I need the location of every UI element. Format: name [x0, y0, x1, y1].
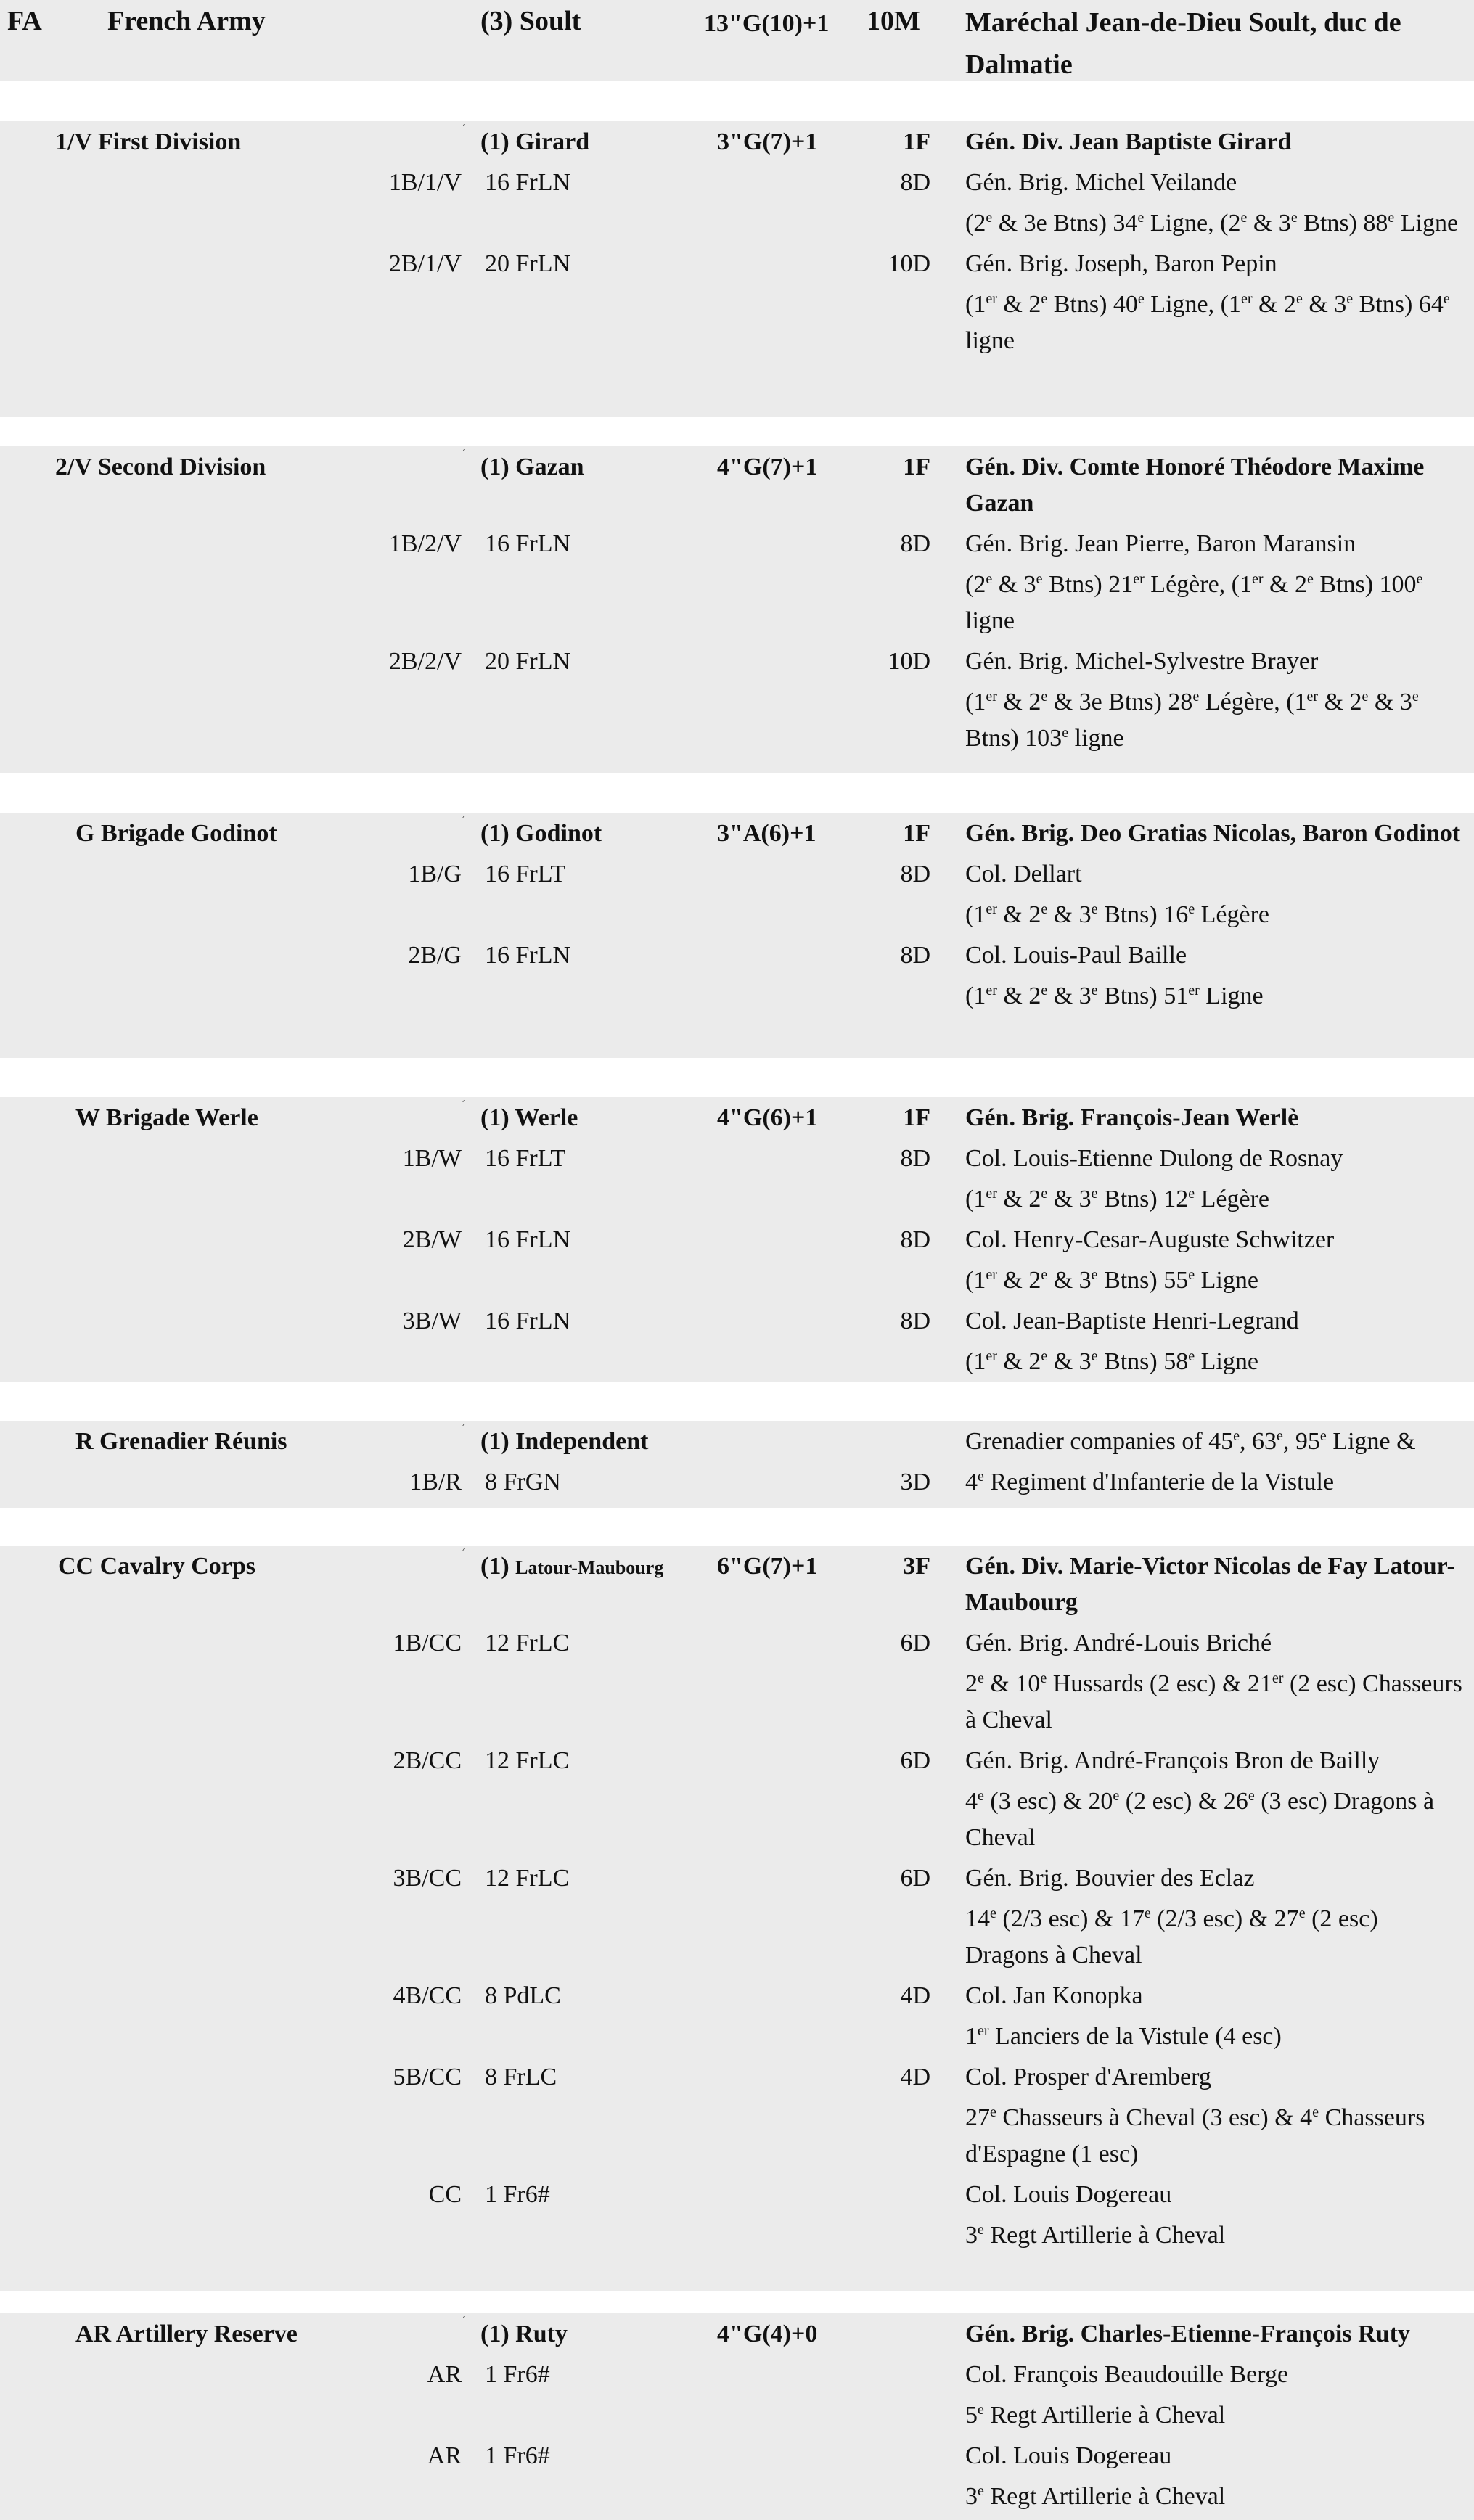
sub-unit-detail: (1er & 2e & 3e Btns) 12e Légère — [965, 1186, 1270, 1212]
sub-unit-id: 1B/W — [402, 1145, 462, 1172]
sub-unit-detail: 1er Lanciers de la Vistule (4 esc) — [965, 2023, 1282, 2050]
sub-unit-detail: (2e & 3e Btns) 34e Ligne, (2e & 3e Btns) 88e Ligne — [965, 210, 1459, 237]
unit-points: 1F — [903, 453, 930, 480]
sub-unit-id: 2B/CC — [393, 1747, 462, 1774]
sub-unit-detail: (1er & 2e Btns) 40e Ligne, (1er & 2e & 3e Btns) 64e ligne — [965, 291, 1450, 354]
sub-unit-type: 1 Fr6# — [485, 2181, 550, 2208]
sub-unit-detail: 27e Chasseurs à Cheval (3 esc) & 4e Chasseurs d'Espagne (1 esc) — [965, 2104, 1425, 2167]
sub-unit-id: 2B/W — [402, 1226, 462, 1253]
sub-unit-id: 3B/W — [402, 1308, 462, 1334]
sub-unit-leader: Col. Jean-Baptiste Henri-Legrand — [965, 1308, 1299, 1334]
unit-title: AR Artillery Reserve — [75, 2320, 298, 2347]
sub-unit-detail: (1er & 2e & 3e Btns) 28e Légère, (1er & 2e & 3e Btns) 103e ligne — [965, 689, 1419, 752]
sub-unit-leader: Col. Louis-Paul Baille — [965, 942, 1187, 969]
sub-unit-points: 6D — [900, 1865, 930, 1892]
sub-unit-leader: Col. Jan Konopka — [965, 1982, 1143, 2009]
sub-unit-leader: Col. Prosper d'Aremberg — [965, 2064, 1211, 2090]
sub-unit-type: 8 PdLC — [485, 1982, 561, 2009]
unit-title: 2/V Second Division — [55, 453, 266, 480]
unit-leader: Gén. Brig. Deo Gratias Nicolas, Baron Godinot — [965, 820, 1461, 847]
unit-title: 1/V First Division — [55, 128, 242, 155]
sub-unit-points: 8D — [900, 169, 930, 196]
unit-commander: (1) Godinot — [480, 820, 602, 847]
sub-unit-type: 12 FrLC — [485, 1630, 570, 1657]
unit-leader: Grenadier companies of 45e, 63e, 95e Ligne & — [965, 1428, 1416, 1455]
corner-tick-3: ˊ — [462, 1098, 466, 1112]
sub-unit-points: 4D — [900, 2064, 930, 2090]
header-rating: 13"G(10)+1 — [704, 10, 830, 37]
sub-unit-type: 16 FrLN — [485, 169, 571, 196]
unit-leader: Gén. Brig. Charles-Etienne-François Ruty — [965, 2320, 1410, 2347]
unit-rating: 3"A(6)+1 — [717, 820, 816, 847]
sub-unit-id: AR — [427, 2442, 462, 2469]
sub-unit-type: 16 FrLN — [485, 530, 571, 557]
sub-unit-points: 10D — [888, 250, 930, 277]
sub-unit-id: 2B/G — [408, 942, 462, 969]
unit-commander: (1) Gazan — [480, 453, 584, 480]
sub-unit-points: 8D — [900, 942, 930, 969]
sub-unit-id: CC — [428, 2181, 462, 2208]
sub-unit-leader: Col. Dellart — [965, 861, 1082, 887]
header-points: 10M — [867, 6, 920, 36]
sub-unit-leader: Col. Louis Dogereau — [965, 2442, 1172, 2469]
sub-unit-id: 2B/1/V — [388, 250, 462, 277]
sub-unit-points: 6D — [900, 1630, 930, 1657]
sub-unit-detail: (1er & 2e & 3e Btns) 51er Ligne — [965, 982, 1264, 1009]
sub-unit-type: 16 FrLT — [485, 861, 566, 887]
corner-tick-6: ˊ — [462, 2314, 466, 2328]
corner-tick-1: ˊ — [462, 447, 466, 461]
sub-unit-leader: Col. Louis Dogereau — [965, 2181, 1172, 2208]
sub-unit-leader: Gén. Brig. Jean Pierre, Baron Maransin — [965, 530, 1356, 557]
sub-unit-type: 12 FrLC — [485, 1747, 570, 1774]
unit-commander: (1) Latour-Maubourg — [480, 1553, 664, 1580]
corner-tick-5: ˊ — [462, 1546, 466, 1561]
sub-unit-id: 1B/CC — [393, 1630, 462, 1657]
unit-rating: 4"G(6)+1 — [717, 1104, 818, 1131]
sub-unit-type: 1 Fr6# — [485, 2442, 550, 2469]
sub-unit-id: 3B/CC — [393, 1865, 462, 1892]
unit-commander: (1) Independent — [480, 1428, 649, 1455]
header-army: French Army — [107, 6, 266, 36]
sub-unit-type: 8 FrGN — [485, 1469, 561, 1495]
sub-unit-type: 8 FrLC — [485, 2064, 557, 2090]
unit-commander: (1) Ruty — [480, 2320, 568, 2347]
sub-unit-id: AR — [427, 2361, 462, 2388]
sub-unit-leader: Gén. Brig. André-Louis Briché — [965, 1630, 1272, 1657]
unit-points: 1F — [903, 1104, 930, 1131]
unit-points: 1F — [903, 820, 930, 847]
unit-title: G Brigade Godinot — [75, 820, 277, 847]
header-code: FA — [7, 6, 42, 36]
sub-unit-detail: 14e (2/3 esc) & 17e (2/3 esc) & 27e (2 esc) Dragons à Cheval — [965, 1905, 1378, 1969]
unit-title: R Grenadier Réunis — [75, 1428, 287, 1455]
sub-unit-detail: (2e & 3e Btns) 21er Légère, (1er & 2e Btns) 100e ligne — [965, 571, 1423, 634]
sub-unit-id: 1B/2/V — [388, 530, 462, 557]
unit-commander: (1) Girard — [480, 128, 590, 155]
sub-unit-type: 20 FrLN — [485, 250, 571, 277]
header-commander: (3) Soult — [480, 6, 581, 36]
sub-unit-points: 8D — [900, 1145, 930, 1172]
sub-unit-points: 8D — [900, 861, 930, 887]
sub-unit-leader: Gén. Brig. Michel Veilande — [965, 169, 1237, 196]
sub-unit-points: 10D — [888, 648, 930, 675]
unit-rating: 4"G(7)+1 — [717, 453, 818, 480]
sub-unit-type: 20 FrLN — [485, 648, 571, 675]
sub-unit-leader: 4e Regiment d'Infanterie de la Vistule — [965, 1469, 1335, 1495]
sub-unit-leader: Gén. Brig. Joseph, Baron Pepin — [965, 250, 1277, 277]
sub-unit-id: 2B/2/V — [388, 648, 462, 675]
unit-rating: 3"G(7)+1 — [717, 128, 818, 155]
sub-unit-detail: 3e Regt Artillerie à Cheval — [965, 2222, 1226, 2249]
sub-unit-leader: Col. Henry-Cesar-Auguste Schwitzer — [965, 1226, 1335, 1253]
header-name: Maréchal Jean-de-Dieu Soult, duc de Dalmatie — [965, 7, 1401, 80]
sub-unit-leader: Gén. Brig. Michel-Sylvestre Brayer — [965, 648, 1319, 675]
unit-title: CC Cavalry Corps — [58, 1553, 255, 1580]
sub-unit-points: 8D — [900, 1226, 930, 1253]
sub-unit-type: 12 FrLC — [485, 1865, 570, 1892]
sub-unit-detail: 3e Regt Artillerie à Cheval — [965, 2483, 1226, 2510]
unit-points: 3F — [903, 1553, 930, 1580]
sub-unit-type: 1 Fr6# — [485, 2361, 550, 2388]
sub-unit-id: 1B/G — [408, 861, 462, 887]
unit-leader: Gén. Brig. François-Jean Werlè — [965, 1104, 1299, 1131]
sub-unit-type: 16 FrLN — [485, 1308, 571, 1334]
sub-unit-points: 8D — [900, 530, 930, 557]
sub-unit-id: 5B/CC — [393, 2064, 462, 2090]
sub-unit-leader: Col. François Beaudouille Berge — [965, 2361, 1289, 2388]
sub-unit-type: 16 FrLN — [485, 942, 571, 969]
corner-tick-4: ˊ — [462, 1421, 466, 1436]
sub-unit-points: 8D — [900, 1308, 930, 1334]
unit-leader: Gén. Div. Jean Baptiste Girard — [965, 128, 1292, 155]
sub-unit-leader: Gén. Brig. Bouvier des Eclaz — [965, 1865, 1255, 1892]
corner-tick-2: ˊ — [462, 813, 466, 828]
unit-rating: 4"G(4)+0 — [717, 2320, 818, 2347]
unit-rating: 6"G(7)+1 — [717, 1553, 818, 1580]
sub-unit-detail: (1er & 2e & 3e Btns) 16e Légère — [965, 901, 1270, 928]
unit-leader: Gén. Div. Comte Honoré Théodore Maxime Gazan — [965, 453, 1425, 517]
unit-leader: Gén. Div. Marie-Victor Nicolas de Fay Latour-Maubourg — [965, 1553, 1455, 1616]
sub-unit-detail: 2e & 10e Hussards (2 esc) & 21er (2 esc) Chasseurs à Cheval — [965, 1670, 1462, 1733]
sub-unit-points: 3D — [900, 1469, 930, 1495]
unit-points: 1F — [903, 128, 930, 155]
unit-commander: (1) Werle — [480, 1104, 578, 1131]
sub-unit-id: 1B/1/V — [388, 169, 462, 196]
sub-unit-type: 16 FrLN — [485, 1226, 571, 1253]
sub-unit-detail: 5e Regt Artillerie à Cheval — [965, 2402, 1226, 2429]
sub-unit-points: 6D — [900, 1747, 930, 1774]
corner-tick-0: ˊ — [462, 122, 466, 136]
sub-unit-detail: (1er & 2e & 3e Btns) 58e Ligne — [965, 1348, 1258, 1375]
sub-unit-points: 4D — [900, 1982, 930, 2009]
unit-title: W Brigade Werle — [75, 1104, 258, 1131]
sub-unit-leader: Col. Louis-Etienne Dulong de Rosnay — [965, 1145, 1343, 1172]
sub-unit-leader: Gén. Brig. André-François Bron de Bailly — [965, 1747, 1380, 1774]
sub-unit-detail: (1er & 2e & 3e Btns) 55e Ligne — [965, 1267, 1258, 1294]
sub-unit-detail: 4e (3 esc) & 20e (2 esc) & 26e (3 esc) Dragons à Cheval — [965, 1788, 1435, 1851]
sub-unit-id: 1B/R — [409, 1469, 462, 1495]
sub-unit-type: 16 FrLT — [485, 1145, 566, 1172]
sub-unit-id: 4B/CC — [393, 1982, 462, 2009]
